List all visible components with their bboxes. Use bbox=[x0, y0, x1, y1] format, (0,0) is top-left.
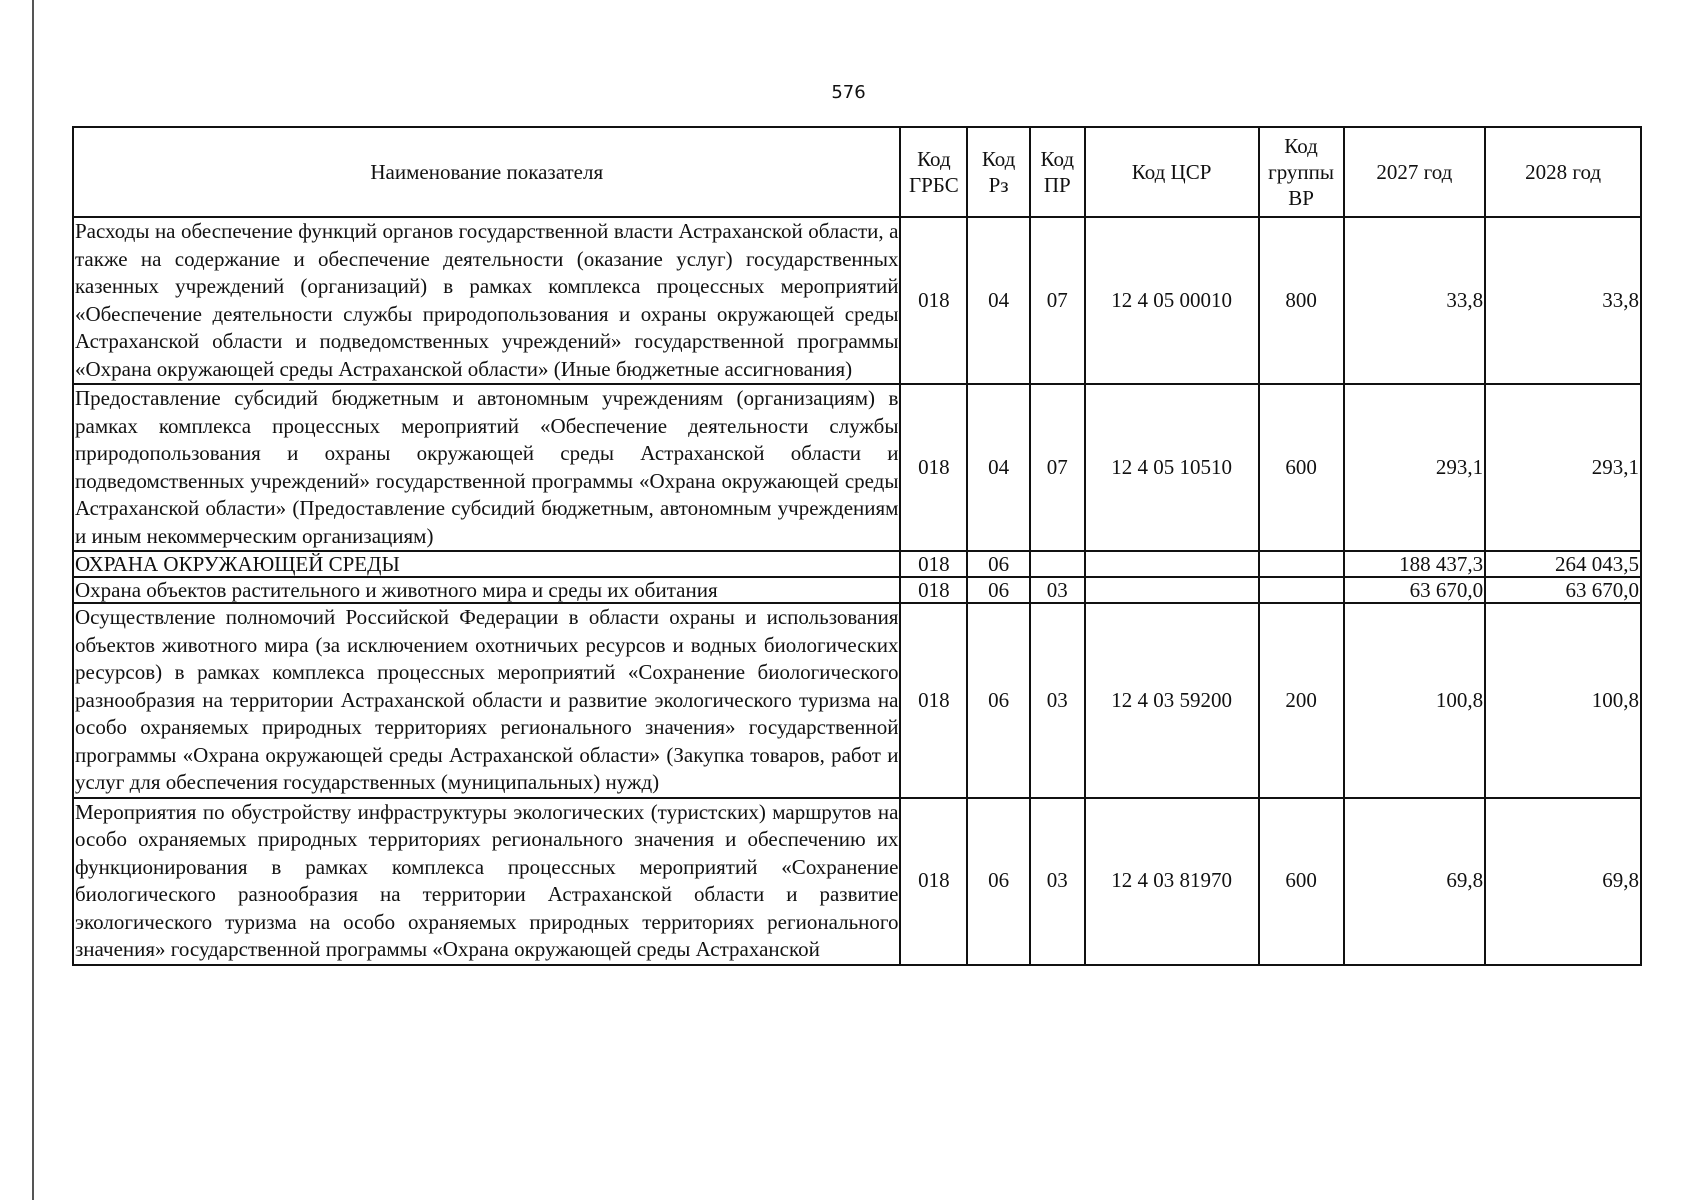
row-2028: 264 043,5 bbox=[1485, 551, 1641, 577]
table-row bbox=[73, 577, 1641, 603]
row-csr: 12 4 03 81970 bbox=[1085, 798, 1259, 965]
row-2027: 63 670,0 bbox=[1344, 577, 1486, 603]
table-row bbox=[73, 798, 1641, 965]
left-margin-line bbox=[32, 0, 34, 1200]
row-rz: 06 bbox=[967, 551, 1030, 577]
row-vr bbox=[1259, 577, 1344, 603]
table-row bbox=[73, 603, 1641, 798]
row-name: Охрана объектов растительного и животного мира и среды их обитания bbox=[73, 577, 900, 603]
row-name: Расходы на обеспечение функций органов государственной власти Астраханской области, а также на содержание и обеспечение деятельности (оказание услуг) государственных казенных учреждений (организаций) в рамках комплекса процессных мероприятий «Обеспечение деятельности службы природопользования и охраны окружающей среды Астраханской области и подведомственных учреждений» государственной программы «Охрана окружающей среды Астраханской области» (Иные бюджетные ассигнования) bbox=[73, 217, 900, 384]
row-grbs: 018 bbox=[900, 603, 967, 798]
row-2028: 69,8 bbox=[1485, 798, 1641, 965]
row-grbs: 018 bbox=[900, 384, 967, 551]
row-rz: 04 bbox=[967, 384, 1030, 551]
row-vr: 200 bbox=[1259, 603, 1344, 798]
row-2028: 293,1 bbox=[1485, 384, 1641, 551]
row-csr: 12 4 03 59200 bbox=[1085, 603, 1259, 798]
row-csr: 12 4 05 10510 bbox=[1085, 384, 1259, 551]
table-row bbox=[73, 217, 1641, 384]
table-row bbox=[73, 551, 1641, 577]
row-vr: 800 bbox=[1259, 217, 1344, 384]
row-name: ОХРАНА ОКРУЖАЮЩЕЙ СРЕДЫ bbox=[73, 551, 900, 577]
row-pr bbox=[1030, 551, 1085, 577]
row-name: Предоставление субсидий бюджетным и автономным учреждениям (организациям) в рамках комплекса процессных мероприятий «Обеспечение деятельности службы природопользования и охраны окружающей среды Астраханской области и подведомственных учреждений» государственной программы «Охрана окружающей среды Астраханской области» (Предоставление субсидий бюджетным, автономным учреждениям и иным некоммерческим организациям) bbox=[73, 384, 900, 551]
budget-table bbox=[72, 126, 1642, 966]
row-2027: 188 437,3 bbox=[1344, 551, 1486, 577]
row-vr: 600 bbox=[1259, 798, 1344, 965]
row-grbs: 018 bbox=[900, 217, 967, 384]
row-grbs: 018 bbox=[900, 798, 967, 965]
row-csr bbox=[1085, 551, 1259, 577]
row-pr: 03 bbox=[1030, 798, 1085, 965]
header-name: Наименование показателя bbox=[73, 127, 900, 217]
table-header-row bbox=[73, 127, 1641, 217]
row-2028: 100,8 bbox=[1485, 603, 1641, 798]
row-2027: 69,8 bbox=[1344, 798, 1486, 965]
row-rz: 06 bbox=[967, 798, 1030, 965]
row-rz: 06 bbox=[967, 577, 1030, 603]
row-name: Мероприятия по обустройству инфраструктуры экологических (туристских) маршрутов на особо охраняемых природных территориях регионального значения и обеспечению их функционирования в рамках комплекса процессных мероприятий «Сохранение биологического разнообразия на территории Астраханской области и развитие экологического туризма на особо охраняемых природных территориях регионального значения» государственной программы «Охрана окружающей среды Астраханской bbox=[73, 798, 900, 965]
row-vr bbox=[1259, 551, 1344, 577]
row-pr: 07 bbox=[1030, 217, 1085, 384]
row-pr: 03 bbox=[1030, 577, 1085, 603]
row-name: Осуществление полномочий Российской Федерации в области охраны и использования объектов животного мира (за исключением охотничьих ресурсов и водных биологических ресурсов) в рамках комплекса процессных мероприятий «Сохранение биологического разнообразия на территории Астраханской области и развитие экологического туризма на особо охраняемых природных территориях регионального значения» государственной программы «Охрана окружающей среды Астраханской области» (Закупка товаров, работ и услуг для обеспечения государственных (муниципальных) нужд) bbox=[73, 603, 900, 798]
header-csr: Код ЦСР bbox=[1085, 127, 1259, 217]
row-rz: 04 bbox=[967, 217, 1030, 384]
row-csr: 12 4 05 00010 bbox=[1085, 217, 1259, 384]
row-rz: 06 bbox=[967, 603, 1030, 798]
header-2028: 2028 год bbox=[1485, 127, 1641, 217]
header-2027: 2027 год bbox=[1344, 127, 1486, 217]
header-grbs: Код ГРБС bbox=[900, 127, 967, 217]
row-2027: 293,1 bbox=[1344, 384, 1486, 551]
row-2027: 33,8 bbox=[1344, 217, 1486, 384]
row-2028: 63 670,0 bbox=[1485, 577, 1641, 603]
header-rz: Код Рз bbox=[967, 127, 1030, 217]
row-grbs: 018 bbox=[900, 551, 967, 577]
row-grbs: 018 bbox=[900, 577, 967, 603]
page-number: 576 bbox=[831, 82, 866, 103]
row-pr: 03 bbox=[1030, 603, 1085, 798]
row-2027: 100,8 bbox=[1344, 603, 1486, 798]
row-vr: 600 bbox=[1259, 384, 1344, 551]
row-pr: 07 bbox=[1030, 384, 1085, 551]
table-row bbox=[73, 384, 1641, 551]
header-pr: Код ПР bbox=[1030, 127, 1085, 217]
header-vr: Код группы ВР bbox=[1259, 127, 1344, 217]
row-csr bbox=[1085, 577, 1259, 603]
row-2028: 33,8 bbox=[1485, 217, 1641, 384]
